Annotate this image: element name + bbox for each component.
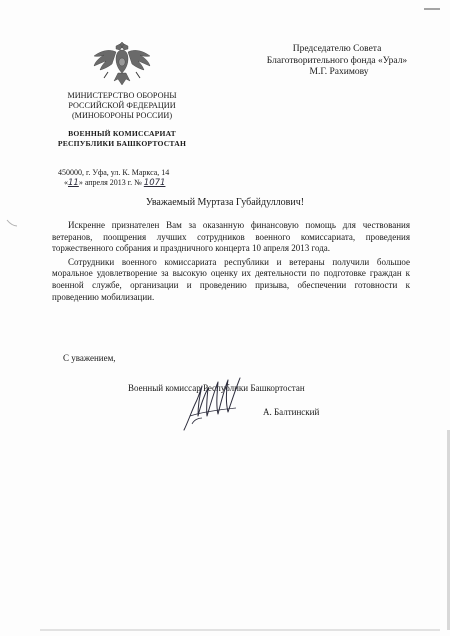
scan-bottom-edge-icon [40,628,440,632]
handwritten-signature-icon [180,372,246,434]
ministry-line-2: РОССИЙСКОЙ ФЕДЕРАЦИИ [68,101,176,110]
scan-corner-mark-icon [424,4,440,12]
greeting: Уважаемый Муртаза Губайдуллович! [145,197,305,208]
paragraph-1: Искренне признателен Вам за оказанную финансовую помощь для чествования ветеранов, поощрения лучших сотрудников военного комиссариата, проведения торжественного собрания и праздничного концерта 10 апреля 2013 года. [52,220,410,254]
signer-title: Военный комиссар Республики Башкортостан [128,383,305,393]
letter-body [52,220,410,305]
scan-edge-shadow-icon [445,430,450,630]
outgoing-number: 1071 [143,178,166,188]
addressee-name: М.Г. Рахимову [309,67,369,77]
sender-address: 450000, г. Уфа, ул. К. Маркса, 14 [58,168,170,177]
commissariat-line-2: РЕСПУБЛИКИ БАШКОРТОСТАН [57,139,187,148]
number-prefix: № [134,178,142,187]
addressee-line-2: Благотворительного фонда «Урал» [266,55,408,66]
commissariat-line-1: ВОЕННЫЙ КОМИССАРИАТ [68,129,176,138]
signer-name: А. Балтинский [263,407,320,417]
addressee-line-1: Председателю Совета [292,44,382,54]
date-close-quote: » [78,178,83,187]
double-headed-eagle-emblem-icon [86,38,158,90]
ministry-line-3: (МИНОБОРОНЫ РОССИИ) [71,111,173,120]
date-month-year: апреля 2013 г. [84,178,133,187]
addressee-block [252,44,422,79]
date-number-line [58,178,218,188]
punch-hole-mark-icon [6,218,18,228]
closing-phrase: С уважением, [63,353,116,363]
sender-block [52,91,192,149]
date-day: 11 [68,178,79,188]
address-date-block [58,168,218,188]
date-open-quote: « [64,178,68,187]
paragraph-2: Сотрудники военного комиссариата республики и ветераны получили большое моральное удовлетворение за высокую оценку их деятельности по подготовке граждан к военной службе, организации и проведению призыва, обеспечении готовности к проведению мобилизации. [52,256,410,302]
ministry-line-1: МИНИСТЕРСТВО ОБОРОНЫ [67,91,177,100]
